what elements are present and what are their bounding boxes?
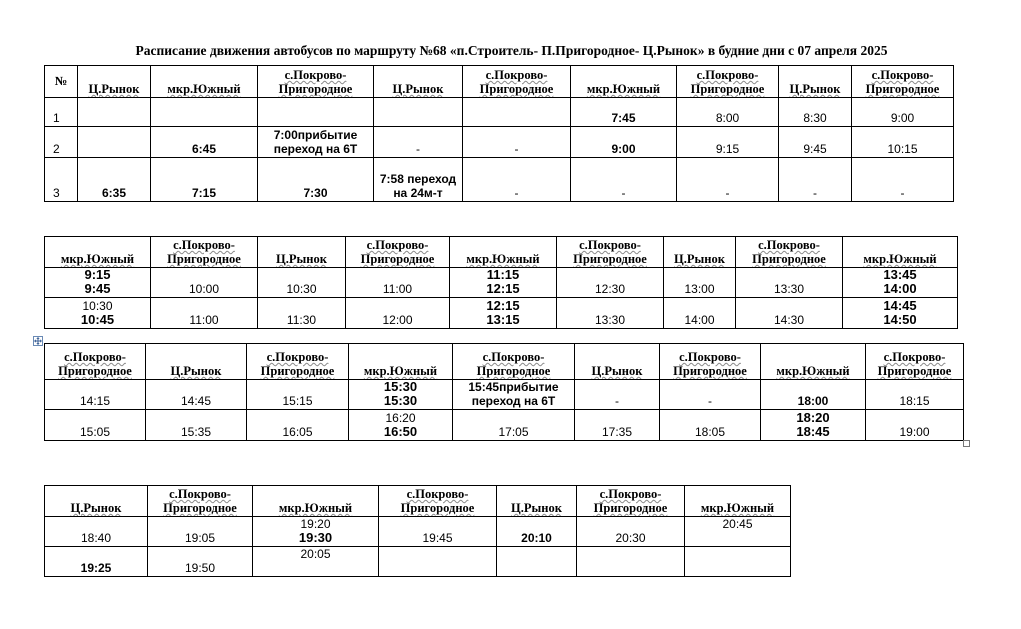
table-row — [45, 158, 954, 202]
cell: 14:15 — [45, 380, 146, 410]
col-header-number: № — [45, 66, 78, 98]
cell: - — [463, 127, 571, 158]
cell: 9:45 — [779, 127, 852, 158]
col-header-stop: с.Покрово-Пригородное — [866, 344, 964, 380]
cell: 20:30 — [577, 517, 685, 547]
table-row — [45, 410, 964, 441]
table-row — [45, 547, 791, 577]
cell: 10:15 — [852, 127, 954, 158]
cell: 19:00 — [866, 410, 964, 441]
col-header-stop: с.Покрово-Пригородное — [453, 344, 575, 380]
cell: 13:30 — [736, 268, 843, 298]
col-header-stop: с.Покрово-Пригородное — [677, 66, 779, 98]
cell: 19:45 — [379, 517, 497, 547]
page-title: Расписание движения автобусов по маршруту №68 «п.Строитель- П.Пригородное- Ц.Рынок» в будние дни с 07 апреля 2025 — [135, 43, 888, 58]
col-header-stop: Ц.Рынок — [575, 344, 660, 380]
cell: 14:30 — [736, 298, 843, 329]
col-header-stop: с.Покрово-Пригородное — [463, 66, 571, 98]
cell: 15:35 — [146, 410, 247, 441]
col-header-stop: Ц.Рынок — [664, 237, 736, 268]
col-header-stop: мкр.Южный — [45, 237, 151, 268]
cell: - — [779, 158, 852, 202]
cell: 18:00 — [761, 380, 866, 410]
cell — [78, 127, 151, 158]
cell: - — [575, 380, 660, 410]
col-header-stop: Ц.Рынок — [146, 344, 247, 380]
col-header-stop: с.Покрово-Пригородное — [151, 237, 258, 268]
cell: 19:20 19:30 — [253, 517, 379, 547]
cell: 9:00 — [852, 98, 954, 127]
cell — [78, 98, 151, 127]
cell: 18:20 18:45 — [761, 410, 866, 441]
col-header-stop: с.Покрово-Пригородное — [258, 66, 374, 98]
cell: 7:15 — [151, 158, 258, 202]
col-header-stop: мкр.Южный — [761, 344, 866, 380]
cell: 15:30 15:30 — [349, 380, 453, 410]
cell: 12:30 — [557, 268, 664, 298]
cell — [151, 98, 258, 127]
cell: 7:00прибытие переход на 6Т — [258, 127, 374, 158]
cell: 19:50 — [148, 547, 253, 577]
cell — [379, 547, 497, 577]
table-resize-handle[interactable] — [963, 440, 970, 447]
cell — [577, 547, 685, 577]
col-header-stop: мкр.Южный — [151, 66, 258, 98]
cell: 12:00 — [346, 298, 450, 329]
cell: 2 — [45, 127, 78, 158]
cell: 12:15 13:15 — [450, 298, 557, 329]
cell: 13:30 — [557, 298, 664, 329]
table-move-handle-icon[interactable] — [33, 333, 43, 343]
col-header-stop: с.Покрово-Пригородное — [577, 486, 685, 517]
cell — [258, 98, 374, 127]
cell: 7:45 — [571, 98, 677, 127]
cell: 17:05 — [453, 410, 575, 441]
cell: 20:05 — [253, 547, 379, 577]
cell: 6:45 — [151, 127, 258, 158]
col-header-stop: мкр.Южный — [450, 237, 557, 268]
col-header-stop: с.Покрово-Пригородное — [379, 486, 497, 517]
col-header-stop: Ц.Рынок — [45, 486, 148, 517]
cell: 13:45 14:00 — [843, 268, 958, 298]
cell: 18:40 — [45, 517, 148, 547]
col-header-stop: мкр.Южный — [685, 486, 791, 517]
table-row — [45, 380, 964, 410]
cell: 9:15 9:45 — [45, 268, 151, 298]
cell: 6:35 — [78, 158, 151, 202]
cell: 13:00 — [664, 268, 736, 298]
col-header-stop: Ц.Рынок — [779, 66, 852, 98]
cell — [685, 547, 791, 577]
cell: 14:45 — [146, 380, 247, 410]
cell: 11:30 — [258, 298, 346, 329]
schedule-table-2 — [44, 236, 958, 329]
cell: - — [852, 158, 954, 202]
cell: 16:05 — [247, 410, 349, 441]
cell: 18:05 — [660, 410, 761, 441]
schedule-table-4 — [44, 485, 791, 577]
cell: 15:15 — [247, 380, 349, 410]
col-header-stop: с.Покрово-Пригородное — [660, 344, 761, 380]
table-row — [45, 268, 958, 298]
cell: 8:30 — [779, 98, 852, 127]
cell: 14:00 — [664, 298, 736, 329]
cell: - — [463, 158, 571, 202]
schedule-table-3 — [44, 343, 964, 441]
cell: 18:15 — [866, 380, 964, 410]
col-header-stop: Ц.Рынок — [78, 66, 151, 98]
col-header-stop: с.Покрово-Пригородное — [247, 344, 349, 380]
col-header-stop: с.Покрово-Пригородное — [45, 344, 146, 380]
col-header-stop: Ц.Рынок — [258, 237, 346, 268]
cell: - — [660, 380, 761, 410]
cell: 20:45 — [685, 517, 791, 547]
table-row — [45, 127, 954, 158]
cell: 10:00 — [151, 268, 258, 298]
cell: 19:25 — [45, 547, 148, 577]
cell: - — [677, 158, 779, 202]
cell: 10:30 10:45 — [45, 298, 151, 329]
col-header-stop: мкр.Южный — [349, 344, 453, 380]
cell: 9:00 — [571, 127, 677, 158]
cell: 8:00 — [677, 98, 779, 127]
cell: 19:05 — [148, 517, 253, 547]
table-row — [45, 98, 954, 127]
col-header-stop: Ц.Рынок — [374, 66, 463, 98]
cell: 15:45прибытие переход на 6Т — [453, 380, 575, 410]
cell: 11:00 — [346, 268, 450, 298]
cell: 9:15 — [677, 127, 779, 158]
schedule-table-1 — [44, 65, 954, 202]
cell: - — [571, 158, 677, 202]
col-header-stop: мкр.Южный — [843, 237, 958, 268]
cell — [497, 547, 577, 577]
cell: 14:45 14:50 — [843, 298, 958, 329]
cell: 7:30 — [258, 158, 374, 202]
cell: 20:10 — [497, 517, 577, 547]
table-row — [45, 517, 791, 547]
col-header-stop: Ц.Рынок — [497, 486, 577, 517]
col-header-stop: мкр.Южный — [253, 486, 379, 517]
col-header-stop: с.Покрово-Пригородное — [852, 66, 954, 98]
col-header-stop: с.Покрово-Пригородное — [736, 237, 843, 268]
col-header-stop: с.Покрово-Пригородное — [557, 237, 664, 268]
cell: 3 — [45, 158, 78, 202]
cell: 7:58 переход на 24м-т — [374, 158, 463, 202]
cell — [374, 98, 463, 127]
col-header-stop: с.Покрово-Пригородное — [148, 486, 253, 517]
cell — [463, 98, 571, 127]
cell: 11:00 — [151, 298, 258, 329]
col-header-stop: мкр.Южный — [571, 66, 677, 98]
col-header-stop: с.Покрово-Пригородное — [346, 237, 450, 268]
cell: - — [374, 127, 463, 158]
cell: 10:30 — [258, 268, 346, 298]
cell: 15:05 — [45, 410, 146, 441]
cell: 16:20 16:50 — [349, 410, 453, 441]
table-row — [45, 298, 958, 329]
cell: 11:15 12:15 — [450, 268, 557, 298]
cell: 1 — [45, 98, 78, 127]
cell: 17:35 — [575, 410, 660, 441]
